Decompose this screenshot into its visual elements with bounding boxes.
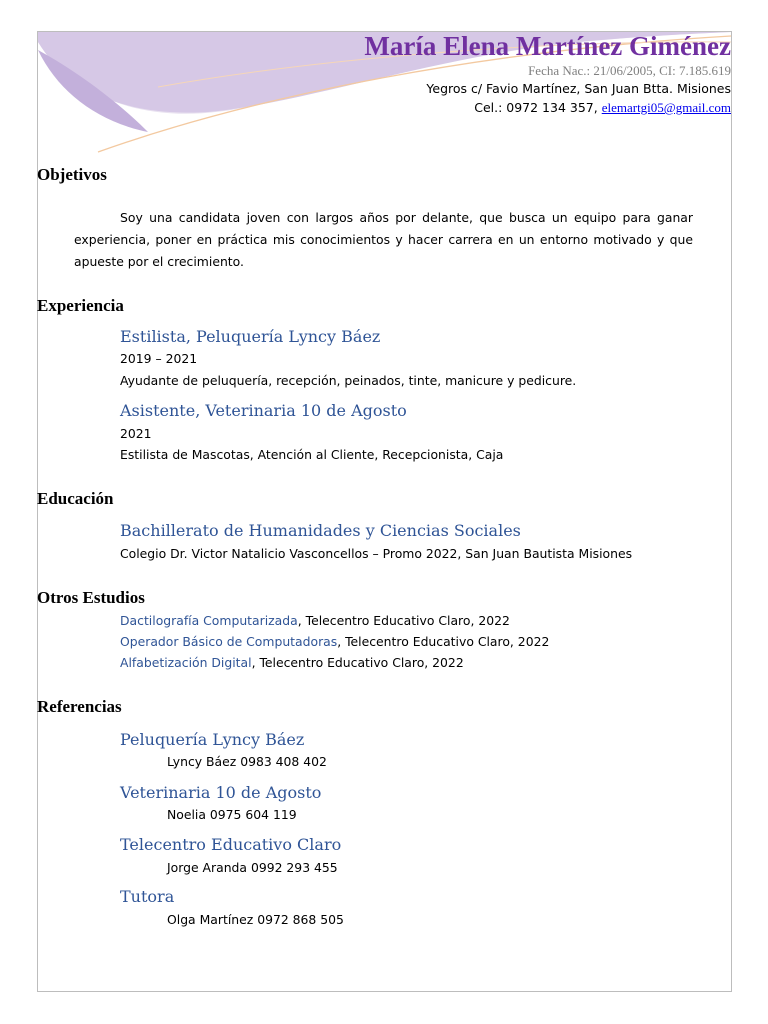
reference-contact: Lyncy Báez 0983 408 402 xyxy=(167,754,327,769)
job-title: Asistente, Veterinaria 10 de Agosto xyxy=(120,401,407,420)
birth-and-id: Fecha Nac.: 21/06/2005, CI: 7.185.619 xyxy=(528,63,731,78)
phone: Cel.: 0972 134 357, xyxy=(474,100,602,115)
degree-title: Bachillerato de Humanidades y Ciencias Sociales xyxy=(120,521,521,540)
address: Yegros c/ Favio Martínez, San Juan Btta. Misiones xyxy=(426,81,731,96)
course-details: , Telecentro Educativo Claro, 2022 xyxy=(251,655,464,670)
reference-organization: Peluquería Lyncy Báez xyxy=(120,730,305,749)
course-item xyxy=(120,631,549,653)
course-item xyxy=(120,610,510,632)
course-details: , Telecentro Educativo Claro, 2022 xyxy=(297,613,510,628)
course-name: Operador Básico de Computadoras xyxy=(120,634,338,649)
job-title: Estilista, Peluquería Lyncy Báez xyxy=(120,327,381,346)
email-link[interactable]: elemartgi05@gmail.com xyxy=(601,100,731,115)
reference-contact: Olga Martínez 0972 868 505 xyxy=(167,912,344,927)
section-heading-otros-estudios: Otros Estudios xyxy=(37,588,145,607)
applicant-name: María Elena Martínez Giménez xyxy=(364,31,731,61)
reference-organization: Telecentro Educativo Claro xyxy=(120,835,342,854)
course-name: Alfabetización Digital xyxy=(120,655,252,670)
section-heading-educacion: Educación xyxy=(37,489,114,508)
reference-organization: Tutora xyxy=(120,887,175,906)
job-description: Ayudante de peluquería, recepción, peinados, tinte, manicure y pedicure. xyxy=(120,373,577,388)
reference-contact: Noelia 0975 604 119 xyxy=(167,807,297,822)
job-description: Estilista de Mascotas, Atención al Cliente, Recepcionista, Caja xyxy=(120,447,504,462)
reference-organization: Veterinaria 10 de Agosto xyxy=(120,783,322,802)
job-dates: 2019 – 2021 xyxy=(120,351,198,366)
degree-school: Colegio Dr. Victor Natalicio Vasconcellos – Promo 2022, San Juan Bautista Misiones xyxy=(120,546,633,561)
course-details: , Telecentro Educativo Claro, 2022 xyxy=(337,634,550,649)
section-heading-referencias: Referencias xyxy=(37,697,122,716)
course-name: Dactilografía Computarizada xyxy=(120,613,298,628)
objective-paragraph: Soy una candidata joven con largos años por delante, que busca un equipo para ganar experiencia, poner en práctica mis conocimientos y hacer carrera en un entorno motivado y que apueste por el crecimiento. xyxy=(74,210,693,269)
reference-contact: Jorge Aranda 0992 293 455 xyxy=(167,860,338,875)
contact-line xyxy=(364,98,731,117)
section-heading-objetivos: Objetivos xyxy=(37,165,107,184)
section-heading-experiencia: Experiencia xyxy=(37,296,124,315)
course-item xyxy=(120,652,464,674)
job-dates: 2021 xyxy=(120,426,152,441)
resume-header xyxy=(364,30,731,117)
